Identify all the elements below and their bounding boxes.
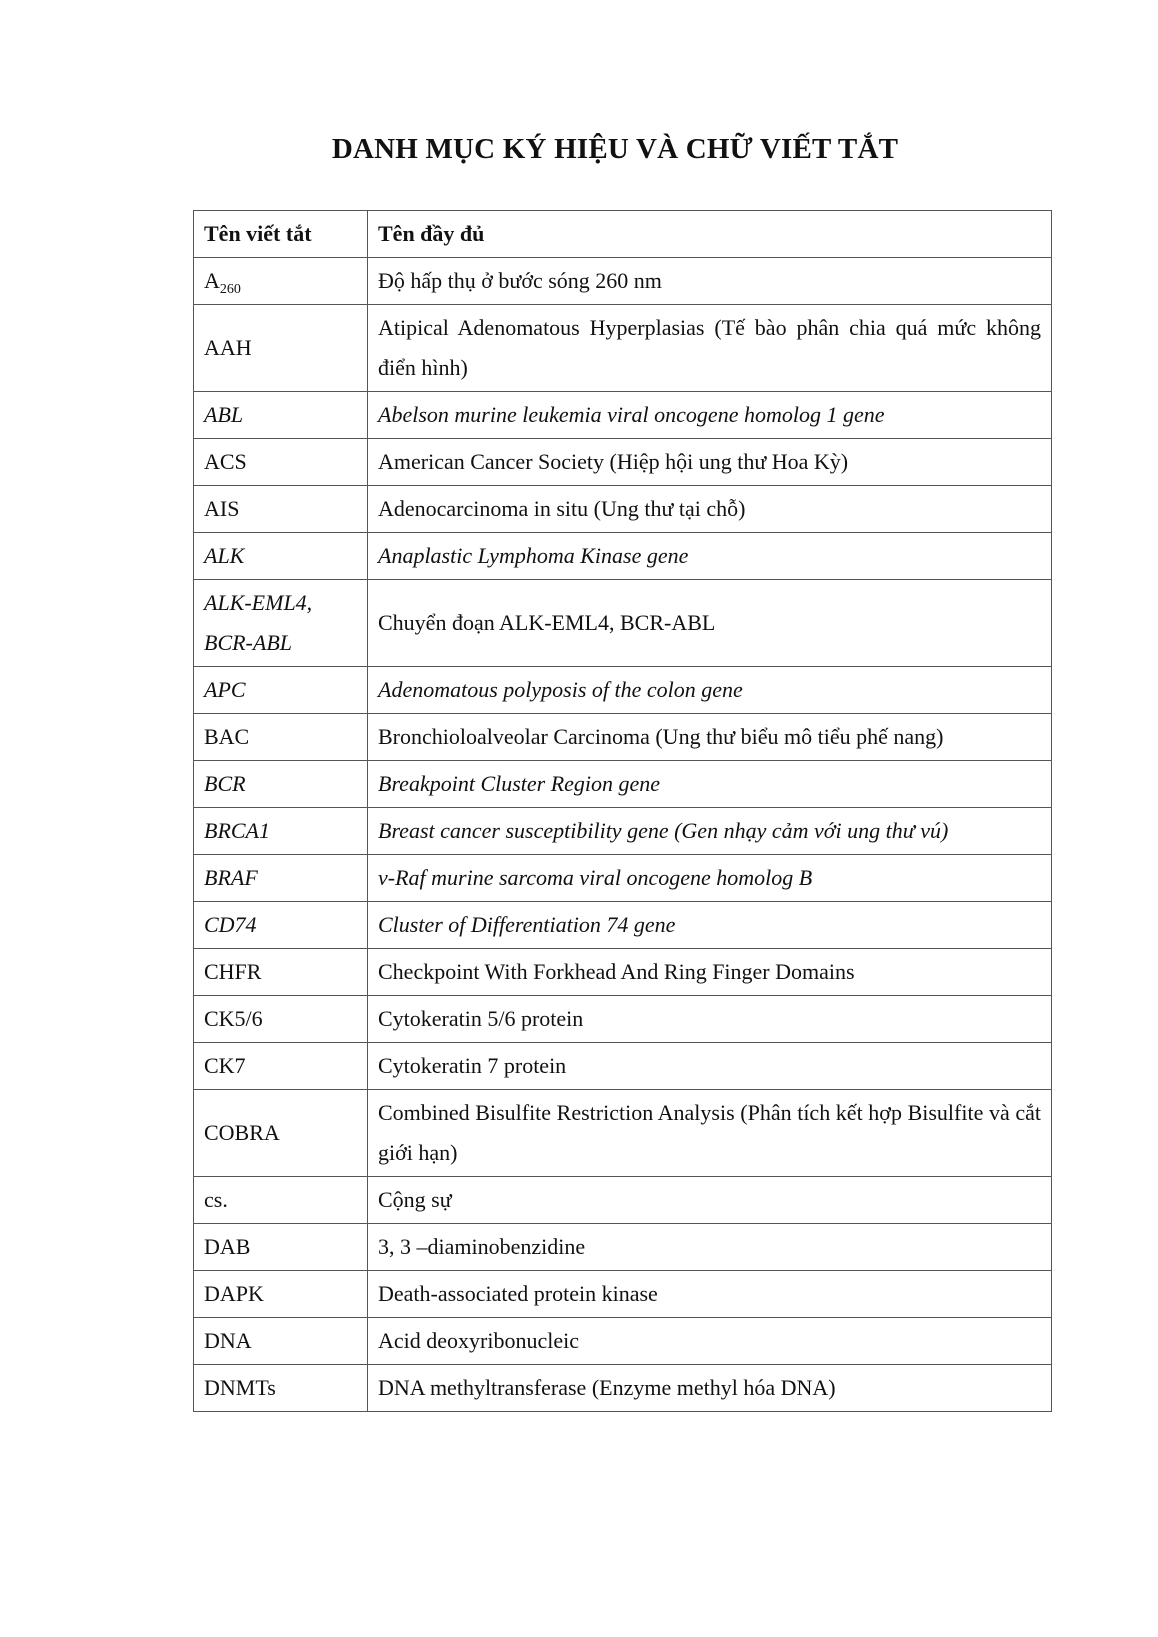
full-name-cell: Anaplastic Lymphoma Kinase gene xyxy=(368,533,1052,580)
abbr-cell: BAC xyxy=(194,714,368,761)
table-row xyxy=(194,1177,1052,1224)
table-row xyxy=(194,808,1052,855)
full-name-cell: Cluster of Differentiation 74 gene xyxy=(368,902,1052,949)
table-row xyxy=(194,580,1052,667)
abbr-cell: DNA xyxy=(194,1318,368,1365)
abbr-cell: cs. xyxy=(194,1177,368,1224)
full-name-cell: Cytokeratin 7 protein xyxy=(368,1043,1052,1090)
table-row xyxy=(194,1318,1052,1365)
abbr-cell: $A_{260}$ xyxy=(194,258,368,305)
full-name-cell: Breast cancer susceptibility gene (Gen nhạy cảm với ung thư vú) xyxy=(368,808,1052,855)
table-row xyxy=(194,1043,1052,1090)
abbr-cell: AIS xyxy=(194,486,368,533)
table-row xyxy=(194,855,1052,902)
abbr-cell: CHFR xyxy=(194,949,368,996)
full-name-cell: Atipical Adenomatous Hyperplasias (Tế bào phân chia quá mức không điển hình) xyxy=(368,305,1052,392)
abbr-cell: BRCA1 xyxy=(194,808,368,855)
abbr-cell: DAB xyxy=(194,1224,368,1271)
table-row xyxy=(194,949,1052,996)
header-abbreviation: Tên viết tắt xyxy=(194,211,368,258)
abbr-cell: CK5/6 xyxy=(194,996,368,1043)
table-row xyxy=(194,714,1052,761)
table-row xyxy=(194,258,1052,305)
full-name-cell: 3, 3 –diaminobenzidine xyxy=(368,1224,1052,1271)
table-header-row xyxy=(194,211,1052,258)
abbr-cell: DAPK xyxy=(194,1271,368,1318)
full-name-cell: Combined Bisulfite Restriction Analysis (Phân tích kết hợp Bisulfite và cắt giới hạn) xyxy=(368,1090,1052,1177)
full-name-cell: Adenocarcinoma in situ (Ung thư tại chỗ) xyxy=(368,486,1052,533)
table-row xyxy=(194,902,1052,949)
full-name-cell: Adenomatous polyposis of the colon gene xyxy=(368,667,1052,714)
full-name-cell: Bronchioloalveolar Carcinoma (Ung thư biểu mô tiểu phế nang) xyxy=(368,714,1052,761)
full-name-cell: American Cancer Society (Hiệp hội ung thư Hoa Kỳ) xyxy=(368,439,1052,486)
full-name-cell: DNA methyltransferase (Enzyme methyl hóa DNA) xyxy=(368,1365,1052,1412)
full-name-cell: Abelson murine leukemia viral oncogene homolog 1 gene xyxy=(368,392,1052,439)
abbr-cell: BCR xyxy=(194,761,368,808)
table-row xyxy=(194,667,1052,714)
abbr-cell: AAH xyxy=(194,305,368,392)
table-row xyxy=(194,1090,1052,1177)
table-row xyxy=(194,1224,1052,1271)
full-name-cell: Cytokeratin 5/6 protein xyxy=(368,996,1052,1043)
header-full-name: Tên đầy đủ xyxy=(368,211,1052,258)
table-row xyxy=(194,533,1052,580)
full-name-cell: Death-associated protein kinase xyxy=(368,1271,1052,1318)
table-row xyxy=(194,1271,1052,1318)
abbr-cell: CK7 xyxy=(194,1043,368,1090)
full-name-cell: Cộng sự xyxy=(368,1177,1052,1224)
abbr-cell: COBRA xyxy=(194,1090,368,1177)
full-name-cell: v-Raf murine sarcoma viral oncogene homolog B xyxy=(368,855,1052,902)
abbr-cell: ABL xyxy=(194,392,368,439)
abbr-cell: ACS xyxy=(194,439,368,486)
abbr-cell: CD74 xyxy=(194,902,368,949)
abbr-cell: DNMTs xyxy=(194,1365,368,1412)
full-name-cell: Checkpoint With Forkhead And Ring Finger Domains xyxy=(368,949,1052,996)
abbreviation-table xyxy=(193,210,1052,1412)
table-row xyxy=(194,761,1052,808)
table-row xyxy=(194,486,1052,533)
table-row xyxy=(194,439,1052,486)
full-name-cell: Chuyển đoạn ALK-EML4, BCR-ABL xyxy=(368,580,1052,667)
abbr-cell: APC xyxy=(194,667,368,714)
abbr-cell: ALK xyxy=(194,533,368,580)
abbr-cell: ALK-EML4, BCR-ABL xyxy=(194,580,368,667)
table-row xyxy=(194,996,1052,1043)
full-name-cell: Độ hấp thụ ở bước sóng 260 nm xyxy=(368,258,1052,305)
full-name-cell: Acid deoxyribonucleic xyxy=(368,1318,1052,1365)
page-title: DANH MỤC KÝ HIỆU VÀ CHỮ VIẾT TẮT xyxy=(331,133,899,165)
table-row xyxy=(194,1365,1052,1412)
table-row xyxy=(194,305,1052,392)
table-row xyxy=(194,392,1052,439)
full-name-cell: Breakpoint Cluster Region gene xyxy=(368,761,1052,808)
abbr-cell: BRAF xyxy=(194,855,368,902)
